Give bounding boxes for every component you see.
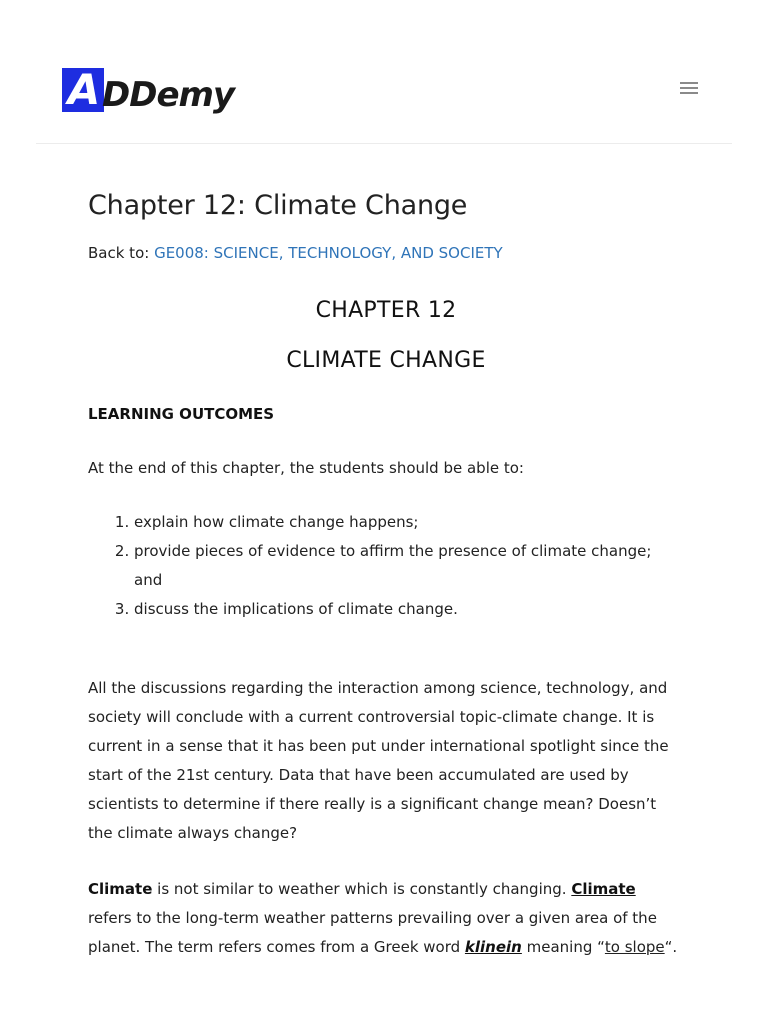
course-link[interactable]: GE008: SCIENCE, TECHNOLOGY, AND SOCIETY (154, 244, 503, 262)
text-segment: is not similar to weather which is constantly changing. (152, 880, 572, 898)
outcomes-list (88, 508, 684, 624)
hamburger-menu-icon[interactable] (678, 79, 700, 97)
climate-definition-paragraph (88, 875, 684, 962)
text-segment: refers to the long-term weather patterns prevailing over a given area of the planet. The term refers comes from a Greek word (88, 909, 657, 956)
page-title: Chapter 12: Climate Change (88, 190, 468, 221)
site-header (36, 0, 732, 144)
list-item: 2. provide pieces of evidence to affirm the presence of climate change; and (134, 537, 684, 595)
to-slope-link[interactable]: to slope (604, 938, 665, 956)
chapter-heading: CHAPTER 12 (315, 298, 457, 323)
list-item: 3. discuss the implications of climate change. (134, 595, 684, 624)
breadcrumb (88, 242, 684, 264)
logo-wordmark: DDemy (102, 75, 235, 115)
climate-link[interactable]: Climate (571, 880, 636, 898)
body-paragraph: All the discussions regarding the interaction among science, technology, and society will conclude with a current controversial topic-climate change. It is current in a sense that it has been put under international spotlight since the start of the 21st century. Data that have been accumulated are used by scientists to determine if there really is a significant change mean? Doesn’t the climate always change? (88, 679, 669, 842)
list-item: 1. explain how climate change happens; (134, 508, 684, 537)
outcomes-heading: LEARNING OUTCOMES (88, 405, 275, 423)
text-segment: “. (664, 938, 678, 956)
chapter-subheading: CLIMATE CHANGE (286, 348, 486, 373)
site-logo[interactable] (62, 64, 234, 116)
main-content (88, 186, 684, 962)
klinein-link[interactable]: klinein (464, 938, 522, 956)
logo-mark: A (62, 68, 104, 112)
back-label: Back to: (88, 244, 155, 262)
term-climate: Climate (88, 880, 153, 898)
text-segment: meaning “ (521, 938, 605, 956)
outcomes-intro: At the end of this chapter, the students should be able to: (88, 459, 524, 477)
